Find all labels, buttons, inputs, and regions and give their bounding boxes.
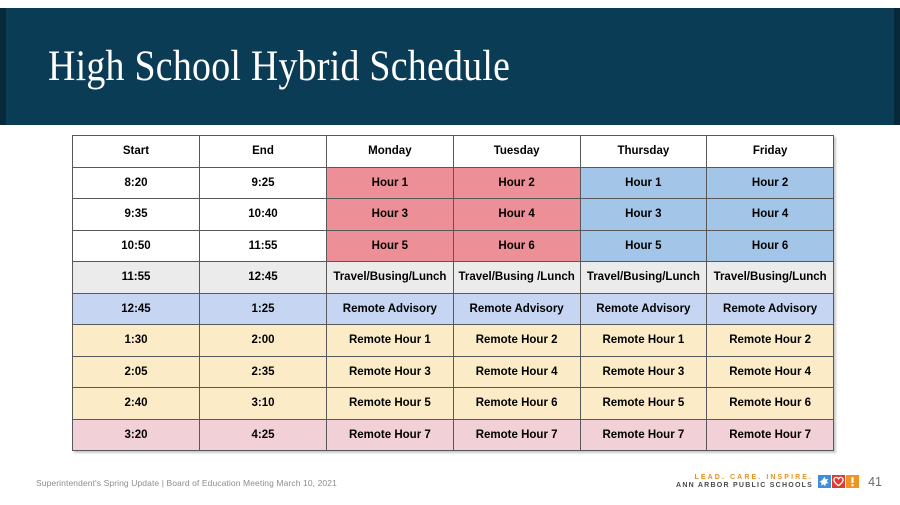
- column-header-tuesday: Tuesday: [453, 136, 580, 168]
- cell-friday: Travel/Busing/Lunch: [707, 262, 834, 294]
- table-row: [73, 419, 834, 451]
- cell-start: 8:20: [73, 167, 200, 199]
- cell-thursday: Hour 1: [580, 167, 707, 199]
- column-header-friday: Friday: [707, 136, 834, 168]
- cell-monday: Hour 1: [327, 167, 454, 199]
- exclamation-icon: [846, 475, 859, 488]
- cell-monday: Remote Hour 7: [327, 419, 454, 451]
- table-row: [73, 293, 834, 325]
- cell-monday: Travel/Busing/Lunch: [327, 262, 454, 294]
- column-header-start: Start: [73, 136, 200, 168]
- cell-end: 12:45: [200, 262, 327, 294]
- table-row: [73, 356, 834, 388]
- schedule-table: [72, 135, 834, 451]
- cell-end: 3:10: [200, 388, 327, 420]
- schedule-table-container: [72, 135, 833, 451]
- brand-district-name: ANN ARBOR PUBLIC SCHOOLS: [676, 481, 814, 489]
- slide-header-band: [0, 8, 900, 125]
- cell-friday: Hour 2: [707, 167, 834, 199]
- cell-tuesday: Remote Advisory: [453, 293, 580, 325]
- cell-monday: Remote Hour 3: [327, 356, 454, 388]
- cell-tuesday: Hour 6: [453, 230, 580, 262]
- cell-friday: Remote Hour 6: [707, 388, 834, 420]
- column-header-thursday: Thursday: [580, 136, 707, 168]
- cell-start: 2:05: [73, 356, 200, 388]
- cell-start: 2:40: [73, 388, 200, 420]
- footer-branding: [676, 474, 882, 490]
- cell-monday: Remote Hour 5: [327, 388, 454, 420]
- footer-meeting-info: Superintendent's Spring Update | Board of Education Meeting March 10, 2021: [36, 478, 337, 488]
- cell-monday: Hour 5: [327, 230, 454, 262]
- district-logo: [818, 475, 859, 488]
- cell-thursday: Hour 3: [580, 199, 707, 231]
- district-brand-text: [676, 474, 813, 490]
- table-row: [73, 262, 834, 294]
- cell-friday: Remote Hour 7: [707, 419, 834, 451]
- table-row: [73, 199, 834, 231]
- cell-end: 4:25: [200, 419, 327, 451]
- cell-end: 1:25: [200, 293, 327, 325]
- cell-end: 2:35: [200, 356, 327, 388]
- cell-monday: Hour 3: [327, 199, 454, 231]
- cell-end: 11:55: [200, 230, 327, 262]
- table-row: [73, 388, 834, 420]
- cell-friday: Remote Hour 4: [707, 356, 834, 388]
- cell-tuesday: Remote Hour 7: [453, 419, 580, 451]
- cell-start: 12:45: [73, 293, 200, 325]
- cell-tuesday: Remote Hour 6: [453, 388, 580, 420]
- cell-thursday: Hour 5: [580, 230, 707, 262]
- cell-start: 3:20: [73, 419, 200, 451]
- cell-thursday: Remote Hour 7: [580, 419, 707, 451]
- cell-thursday: Travel/Busing/Lunch: [580, 262, 707, 294]
- cell-start: 10:50: [73, 230, 200, 262]
- cell-friday: Hour 4: [707, 199, 834, 231]
- cell-thursday: Remote Advisory: [580, 293, 707, 325]
- cell-friday: Remote Hour 2: [707, 325, 834, 357]
- page-title: High School Hybrid Schedule: [48, 43, 511, 90]
- cell-tuesday: Travel/Busing /Lunch: [453, 262, 580, 294]
- cell-end: 9:25: [200, 167, 327, 199]
- cell-friday: Remote Advisory: [707, 293, 834, 325]
- schedule-table-body: [73, 167, 834, 451]
- cell-tuesday: Remote Hour 2: [453, 325, 580, 357]
- brand-tagline: LEAD. CARE. INSPIRE.: [694, 474, 814, 481]
- cell-thursday: Remote Hour 1: [580, 325, 707, 357]
- table-row: [73, 230, 834, 262]
- cell-thursday: Remote Hour 3: [580, 356, 707, 388]
- cell-end: 10:40: [200, 199, 327, 231]
- star-icon: [818, 475, 831, 488]
- cell-tuesday: Hour 4: [453, 199, 580, 231]
- cell-monday: Remote Advisory: [327, 293, 454, 325]
- cell-start: 1:30: [73, 325, 200, 357]
- cell-thursday: Remote Hour 5: [580, 388, 707, 420]
- table-row: [73, 325, 834, 357]
- cell-start: 11:55: [73, 262, 200, 294]
- cell-tuesday: Hour 2: [453, 167, 580, 199]
- cell-start: 9:35: [73, 199, 200, 231]
- column-header-monday: Monday: [327, 136, 454, 168]
- cell-tuesday: Remote Hour 4: [453, 356, 580, 388]
- cell-friday: Hour 6: [707, 230, 834, 262]
- table-header-row: [73, 136, 834, 168]
- cell-monday: Remote Hour 1: [327, 325, 454, 357]
- column-header-end: End: [200, 136, 327, 168]
- table-row: [73, 167, 834, 199]
- cell-end: 2:00: [200, 325, 327, 357]
- slide-page-number: 41: [868, 474, 882, 489]
- heart-icon: [832, 475, 845, 488]
